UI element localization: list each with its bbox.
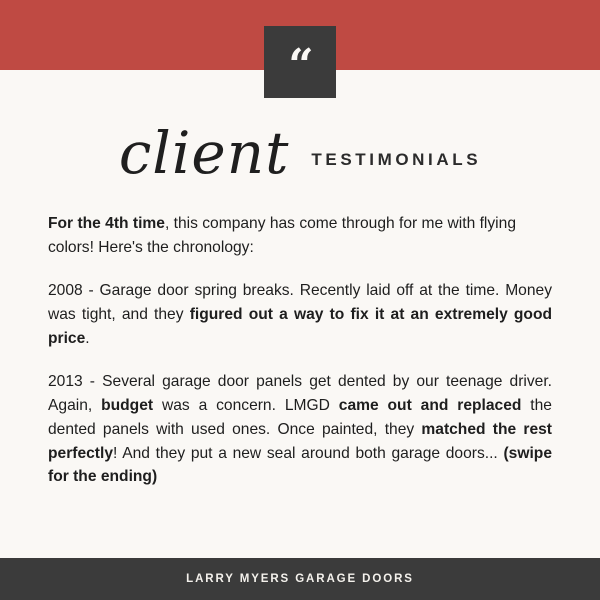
quotation-mark-icon: “ <box>288 40 312 91</box>
text-segment: the dented panels with used ones. Once painted, they <box>48 397 552 438</box>
text-segment: (swipe for the ending) <box>48 444 552 486</box>
text-segment: figured out a way to fix it at an extremely good price <box>48 306 553 347</box>
title-script-word: client <box>118 119 290 187</box>
text-segment: For the 4th time <box>48 215 165 232</box>
text-segment: 2013 - Several garage door panels get dented by our teenage driver. Again, <box>48 373 552 415</box>
text-segment: was a concern. LMGD <box>153 397 339 415</box>
text-segment: . <box>85 329 90 347</box>
paragraph-intro <box>48 212 552 259</box>
text-segment: 2008 - Garage door spring breaks. Recently laid off at the time. Money was tight, and they <box>48 282 552 324</box>
paragraph-2008 <box>48 279 552 350</box>
text-segment: ! And they put a new seal around both garage doors... <box>113 444 504 462</box>
text-segment: budget <box>101 397 154 415</box>
paragraph-2013 <box>48 370 552 488</box>
text-segment: matched the rest perfectly <box>48 420 552 462</box>
page-title <box>0 100 600 187</box>
testimonial-body <box>48 212 552 489</box>
footer-bar <box>0 558 600 600</box>
text-segment: , this company has come through for me with flying colors! Here's the chronology: <box>48 215 516 256</box>
title-caps-word: TESTIMONIALS <box>311 150 482 169</box>
quote-mark-badge <box>264 26 336 98</box>
text-segment: came out and replaced <box>338 397 522 415</box>
footer-brand-label: LARRY MYERS GARAGE DOORS <box>186 573 414 585</box>
